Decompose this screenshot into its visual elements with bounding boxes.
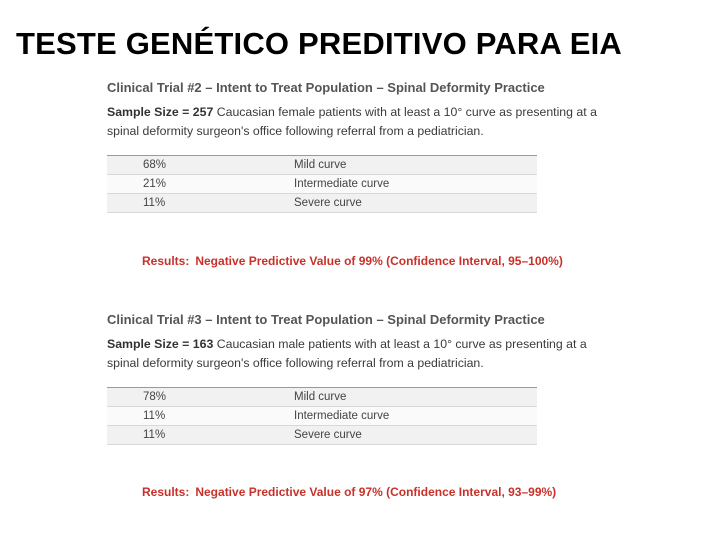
row-label: Intermediate curve [258, 407, 537, 426]
table-row [107, 175, 537, 194]
table-row [107, 407, 537, 426]
row-label: Mild curve [258, 388, 537, 407]
trial-3-results [142, 485, 556, 499]
row-label: Severe curve [258, 194, 537, 213]
results-text: Negative Predictive Value of 99% (Confidence Interval, 95–100%) [195, 254, 563, 268]
row-label: Intermediate curve [258, 175, 537, 194]
results-label: Results: [142, 254, 190, 268]
clinical-trial-3 [107, 312, 607, 445]
clinical-trial-2 [107, 80, 607, 213]
sample-size: Sample Size = 163 [107, 337, 214, 351]
row-percent: 11% [107, 407, 258, 426]
curve-distribution-table [107, 155, 537, 213]
row-percent: 11% [107, 194, 258, 213]
table-row [107, 426, 537, 445]
sample-text: Caucasian female patients with at least a 10° curve as presenting at a spinal deformity surgeon's office following referral from a pediatrician. [107, 105, 597, 138]
row-percent: 78% [107, 388, 258, 407]
table-row [107, 194, 537, 213]
results-text: Negative Predictive Value of 97% (Confidence Interval, 93–99%) [195, 485, 557, 499]
row-percent: 68% [107, 156, 258, 175]
trial-heading: Clinical Trial #2 – Intent to Treat Population – Spinal Deformity Practice [107, 80, 545, 95]
row-label: Severe curve [258, 426, 537, 445]
sample-description [107, 103, 617, 141]
table-row [107, 156, 537, 175]
results-label: Results: [142, 485, 190, 499]
sample-size: Sample Size = 257 [107, 105, 214, 119]
slide-title: TESTE GENÉTICO PREDITIVO PARA EIA [16, 26, 622, 61]
row-percent: 11% [107, 426, 258, 445]
row-percent: 21% [107, 175, 258, 194]
trial-2-results [142, 254, 563, 268]
row-label: Mild curve [258, 156, 537, 175]
curve-distribution-table [107, 387, 537, 445]
sample-description [107, 335, 617, 373]
sample-text: Caucasian male patients with at least a 10° curve as presenting at a spinal deformity surgeon's office following referral from a pediatrician. [107, 337, 587, 370]
trial-heading: Clinical Trial #3 – Intent to Treat Population – Spinal Deformity Practice [107, 312, 545, 327]
table-row [107, 388, 537, 407]
